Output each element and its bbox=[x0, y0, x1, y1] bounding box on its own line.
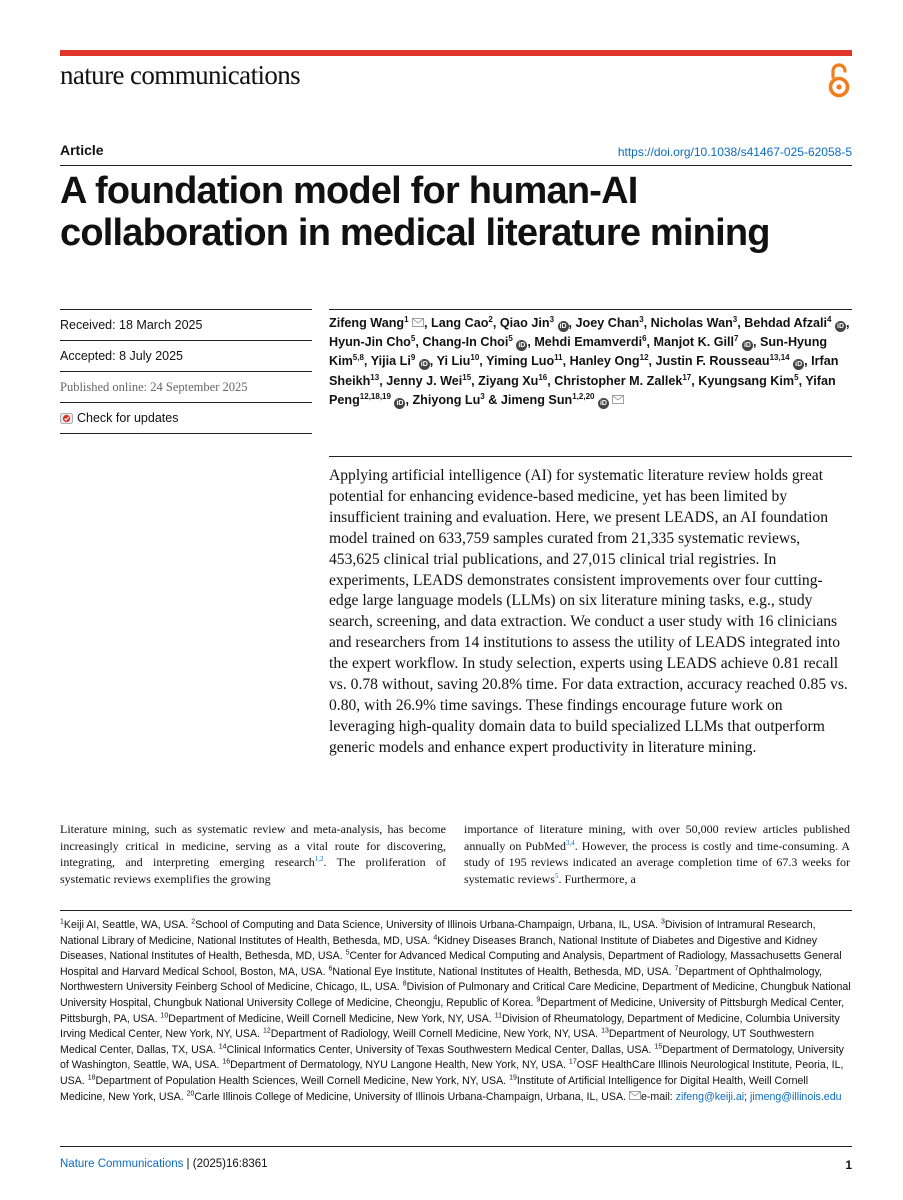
check-updates-row bbox=[60, 402, 312, 434]
doi-link[interactable]: https://doi.org/10.1038/s41467-025-62058-5 bbox=[617, 145, 852, 159]
author-name[interactable]: Hyun-Jin Cho bbox=[329, 335, 411, 350]
affiliation-text: Clinical Informatics Center, University of Texas Southwestern Medical Center, Dallas, USA. bbox=[226, 1043, 652, 1056]
affiliation-text: Department of Ophthalmology, Northwestern University Feinberg School of Medicine, Chicago, IL, USA. bbox=[60, 965, 822, 994]
author-affiliation-ref: 11 bbox=[554, 353, 563, 363]
check-for-updates-button[interactable] bbox=[60, 403, 178, 433]
author-affiliation-ref: 3 bbox=[549, 314, 555, 324]
author-separator: , bbox=[691, 373, 699, 388]
body-text: . However, the process is costly and time-consuming. A study of 195 reviews indicated an average completion time of 67.3 weeks for systematic reviews bbox=[464, 838, 850, 886]
author-affiliation-ref: 10 bbox=[470, 353, 480, 363]
author-affiliation-ref: 17 bbox=[682, 372, 692, 382]
affiliation-text: Department of Medicine, Weill Cornell Medicine, New York, NY, USA. bbox=[168, 1012, 492, 1025]
received-date: Received: 18 March 2025 bbox=[60, 309, 312, 340]
author-name[interactable]: Kyungsang Kim bbox=[698, 373, 795, 388]
author-name[interactable]: Chang-In Choi bbox=[422, 335, 509, 350]
affiliations-rule bbox=[60, 910, 852, 911]
affiliation-number: 5 bbox=[345, 949, 350, 957]
article-type-label: Article bbox=[60, 142, 104, 158]
author-name[interactable]: Zifeng Wang bbox=[329, 316, 405, 330]
orcid-icon[interactable]: iD bbox=[559, 323, 567, 330]
affiliation-text: Center for Advanced Medical Computing and Analysis, Department of Radiology, Massachusetts General Hospital and Harvard Medical School, Boston, MA, USA. bbox=[60, 950, 842, 978]
citation-ref[interactable]: 5 bbox=[554, 871, 559, 880]
affiliation-text: Institute of Artificial Intelligence for Digital Health, Weill Cornell Medicine, New York, USA. bbox=[60, 1074, 809, 1103]
email-link[interactable]: jimeng@illinois.edu bbox=[750, 1090, 842, 1103]
author-affiliation-ref: 5,8 bbox=[352, 353, 364, 363]
mail-icon[interactable] bbox=[629, 1091, 641, 1100]
affiliation-text: OSF HealthCare Illinois Neurological Institute, Peoria, IL, USA. bbox=[60, 1059, 844, 1087]
affiliation-number: 17 bbox=[568, 1058, 577, 1066]
affiliation-number: 8 bbox=[402, 980, 407, 988]
open-access-icon bbox=[825, 60, 853, 100]
author-name[interactable]: Ziyang Xu bbox=[478, 373, 539, 388]
body-text: importance of literature mining, with over 50,000 review articles published annually on PubMed bbox=[464, 822, 850, 853]
author-separator: , bbox=[752, 335, 760, 350]
author-name[interactable]: Hanley Ong bbox=[569, 354, 640, 369]
article-meta-panel bbox=[60, 309, 312, 434]
author-separator: , bbox=[648, 354, 656, 369]
affiliation-number: 2 bbox=[191, 918, 196, 926]
author-name[interactable]: Jenny J. Wei bbox=[386, 373, 463, 388]
author-affiliation-ref: 12 bbox=[639, 353, 649, 363]
citation-ref[interactable]: 1,2 bbox=[314, 855, 324, 863]
orcid-icon[interactable]: iD bbox=[743, 342, 751, 350]
journal-name[interactable]: nature communications bbox=[60, 60, 301, 90]
author-affiliation-ref: 13 bbox=[370, 372, 380, 382]
abstract-rule bbox=[329, 456, 852, 457]
published-date: Published online: 24 September 2025 bbox=[60, 371, 312, 402]
author-separator: , bbox=[846, 316, 850, 330]
author-name[interactable]: Yiming Luo bbox=[486, 354, 555, 369]
author-name[interactable]: Mehdi Emamverdi bbox=[534, 335, 643, 350]
author-affiliation-ref: 15 bbox=[462, 372, 472, 382]
author-separator: & bbox=[484, 392, 501, 407]
author-separator: , bbox=[424, 316, 432, 330]
affiliation-text: Kidney Diseases Branch, National Institute of Diabetes and Digestive and Kidney Diseases, National Institutes of Health, Bethesda, MD, USA. bbox=[60, 934, 818, 963]
affiliation-number: 13 bbox=[601, 1027, 609, 1035]
footer-volume: | (2025)16:8361 bbox=[183, 1158, 268, 1170]
orcid-icon[interactable]: iD bbox=[396, 399, 404, 407]
accepted-date: Accepted: 8 July 2025 bbox=[60, 340, 312, 371]
author-affiliation-ref: 5 bbox=[794, 372, 799, 382]
affiliation-number: 3 bbox=[660, 918, 665, 926]
author-affiliation-ref: 5 bbox=[508, 334, 513, 344]
author-separator: , bbox=[479, 354, 487, 369]
author-affiliation-ref: 5 bbox=[410, 334, 416, 344]
affiliation-text: Division of Intramural Research, National Library of Medicine, National Institutes of Health, Bethesda, MD, USA. bbox=[60, 919, 816, 947]
author-separator: , bbox=[562, 354, 570, 369]
author-separator: , bbox=[646, 335, 654, 350]
author-separator: , bbox=[379, 373, 387, 388]
affiliation-number: 14 bbox=[218, 1043, 227, 1051]
affiliation-number: 12 bbox=[262, 1027, 271, 1035]
author-name[interactable]: Jimeng Sun bbox=[500, 392, 573, 407]
affiliation-text: School of Computing and Data Science, University of Illinois Urbana-Champaign, Urbana, IL, USA. bbox=[195, 919, 659, 931]
affiliation-number: 16 bbox=[222, 1058, 231, 1066]
author-name[interactable]: Christopher M. Zallek bbox=[554, 373, 683, 388]
affiliation-number: 11 bbox=[494, 1012, 502, 1020]
author-name[interactable]: Lang Cao bbox=[431, 316, 489, 330]
author-separator: , bbox=[363, 354, 371, 369]
orcid-icon[interactable]: iD bbox=[599, 399, 607, 407]
check-updates-icon bbox=[60, 412, 73, 425]
author-separator: , bbox=[804, 354, 812, 369]
author-affiliation-ref: 1,2,20 bbox=[572, 391, 595, 401]
affiliation-text: Department of Population Health Sciences, Weill Cornell Medicine, New York, NY, USA. bbox=[95, 1074, 507, 1087]
author-separator: , bbox=[527, 335, 535, 350]
affiliation-text: Carle Illinois College of Medicine, University of Illinois Urbana-Champaign, Urbana, IL, USA. bbox=[194, 1090, 626, 1103]
affiliation-text: Department of Radiology, Weill Cornell Medicine, New York, NY, USA. bbox=[270, 1028, 599, 1041]
author-separator: , bbox=[471, 373, 479, 388]
affiliation-number: 1 bbox=[60, 918, 64, 926]
email-link[interactable]: zifeng@keiji.ai bbox=[675, 1090, 745, 1103]
orcid-icon[interactable]: iD bbox=[837, 323, 844, 330]
author-list bbox=[329, 314, 852, 410]
author-affiliation-ref: 3 bbox=[639, 314, 644, 324]
author-separator: , bbox=[429, 354, 437, 369]
author-name[interactable]: Zhiyong Lu bbox=[412, 392, 481, 407]
author-separator: , bbox=[798, 373, 806, 388]
affiliation-number: 4 bbox=[433, 934, 438, 942]
affiliation-text: Keiji AI, Seattle, WA, USA. bbox=[63, 919, 189, 931]
author-name[interactable]: Justin F. Rousseau bbox=[655, 354, 770, 369]
body-column-left bbox=[60, 821, 446, 887]
orcid-icon[interactable]: iD bbox=[795, 361, 803, 369]
author-separator: , bbox=[568, 316, 576, 330]
affiliation-number: 18 bbox=[87, 1074, 96, 1082]
body-text: . Furthermore, a bbox=[558, 871, 636, 886]
affiliation-number: 15 bbox=[654, 1043, 663, 1051]
author-separator: , bbox=[492, 316, 500, 330]
author-separator: , bbox=[547, 373, 555, 388]
author-name[interactable]: Manjot K. Gill bbox=[653, 335, 735, 350]
footer-rule bbox=[60, 1146, 852, 1147]
author-affiliation-ref: 16 bbox=[538, 372, 548, 382]
author-affiliation-ref: 12,18,19 bbox=[359, 391, 391, 401]
author-name[interactable]: Yijia Li bbox=[370, 354, 411, 369]
page-number: 1 bbox=[845, 1158, 852, 1172]
author-affiliation-ref: 6 bbox=[642, 334, 647, 344]
affiliations bbox=[60, 918, 852, 1105]
body-column-right bbox=[464, 821, 850, 887]
author-name[interactable]: Yifan Peng bbox=[329, 373, 836, 407]
mail-icon[interactable] bbox=[612, 395, 624, 404]
author-affiliation-ref: 7 bbox=[734, 334, 739, 344]
author-name[interactable]: Qiao Jin bbox=[499, 316, 550, 330]
author-affiliation-ref: 4 bbox=[827, 314, 832, 324]
affiliation-text: Division of Pulmonary and Critical Care Medicine, Department of Medicine, Chungbuk National University Hospital, Chungbuk National University College of Medicine, Cheongju, Republic of Korea. bbox=[60, 981, 851, 1009]
author-affiliation-ref: 9 bbox=[410, 353, 416, 363]
journal-accent-bar bbox=[60, 50, 852, 56]
title-rule bbox=[60, 165, 852, 166]
affiliation-text: National Eye Institute, National Institutes of Health, Bethesda, MD, USA. bbox=[332, 965, 672, 978]
author-affiliation-ref: 1 bbox=[404, 314, 409, 324]
author-separator: , bbox=[415, 335, 423, 350]
citation-ref[interactable]: 3,4 bbox=[566, 838, 575, 847]
authors-rule bbox=[329, 309, 852, 310]
affiliation-number: 10 bbox=[160, 1012, 169, 1020]
author-affiliation-ref: 3 bbox=[480, 391, 485, 401]
affiliation-number: 20 bbox=[186, 1090, 195, 1097]
author-name[interactable]: Sun-Hyung Kim bbox=[329, 335, 828, 369]
affiliation-text: Department of Medicine, University of Pittsburgh Medical Center, Pittsburgh, PA, USA. bbox=[60, 996, 845, 1025]
author-name[interactable]: Yi Liu bbox=[436, 354, 471, 369]
orcid-icon[interactable]: iD bbox=[420, 361, 428, 369]
body-text: . The proliferation of systematic reviews exemplifies the growing bbox=[60, 855, 447, 886]
author-separator: , bbox=[643, 316, 651, 330]
body-text: Literature mining, such as systematic review and meta-analysis, has become increasingly critical in medicine, serving as a vital route for discovering, integrating, and interpreting emerging research bbox=[60, 822, 446, 869]
affiliation-text: Division of Rheumatology, Department of Medicine, Columbia University Irving Medical Center, New York, NY, USA. bbox=[60, 1012, 840, 1041]
orcid-icon[interactable]: iD bbox=[518, 342, 526, 350]
email-label: e-mail: bbox=[640, 1090, 676, 1103]
author-name[interactable]: Behdad Afzali bbox=[744, 316, 828, 330]
author-name[interactable]: Joey Chan bbox=[575, 316, 640, 330]
email-separator: ; bbox=[744, 1090, 751, 1103]
affiliation-number: 7 bbox=[674, 965, 679, 973]
mail-icon[interactable] bbox=[412, 318, 424, 327]
affiliation-number: 6 bbox=[328, 965, 333, 973]
author-affiliation-ref: 3 bbox=[732, 314, 738, 324]
affiliation-number: 19 bbox=[509, 1074, 517, 1082]
article-title: A foundation model for human-AI collaboration in medical literature mining bbox=[60, 170, 770, 254]
abstract: Applying artificial intelligence (AI) for systematic literature review holds great potential for enhancing evidence-based medicine, yet has been limited by insufficient training and evaluation. Here, we present LEADS, an AI foundation model trained on 633,759 samples curated from 21,335 systematic reviews, 453,625 clinical trial publications, and 27,015 clinical trial registries. In experiments, LEADS demonstrates consistent improvements over four cutting-edge large language models (LLMs) on six literature mining tasks, e.g., study search, screening, and data extraction. We conduct a user study with 16 clinicians and researchers from 14 institutions to assess the utility of LEADS integrated into the expert workflow. In study selection, experts using LEADS achieve 0.81 recall vs. 0.78 without, saving 20.8% time. For data extraction, accuracy reached 0.85 vs. 0.80, with 26.9% time savings. These findings encourage future work on leveraging high-quality domain data to build specialized LLMs that outperform generic models and enhance expert productivity in literature mining. bbox=[329, 467, 848, 756]
affiliation-text: Department of Neurology, UT Southwestern Medical Center, Dallas, TX, USA. bbox=[60, 1028, 814, 1056]
affiliation-number: 9 bbox=[536, 996, 541, 1004]
author-affiliation-ref: 2 bbox=[488, 314, 493, 324]
footer-journal-link[interactable]: Nature Communications bbox=[60, 1158, 184, 1170]
author-name[interactable]: Nicholas Wan bbox=[650, 316, 733, 330]
author-affiliation-ref: 13,14 bbox=[769, 353, 790, 363]
author-name[interactable]: Irfan Sheikh bbox=[329, 354, 839, 388]
affiliation-text: Department of Dermatology, NYU Langone Health, New York, NY, USA. bbox=[230, 1059, 566, 1072]
check-updates-label: Check for updates bbox=[77, 411, 179, 425]
author-separator: , bbox=[405, 392, 413, 407]
author-separator: , bbox=[737, 316, 745, 330]
footer-citation bbox=[60, 1158, 268, 1170]
affiliation-text: Department of Dermatology, University of Washington, Seattle, WA, USA. bbox=[60, 1043, 844, 1072]
